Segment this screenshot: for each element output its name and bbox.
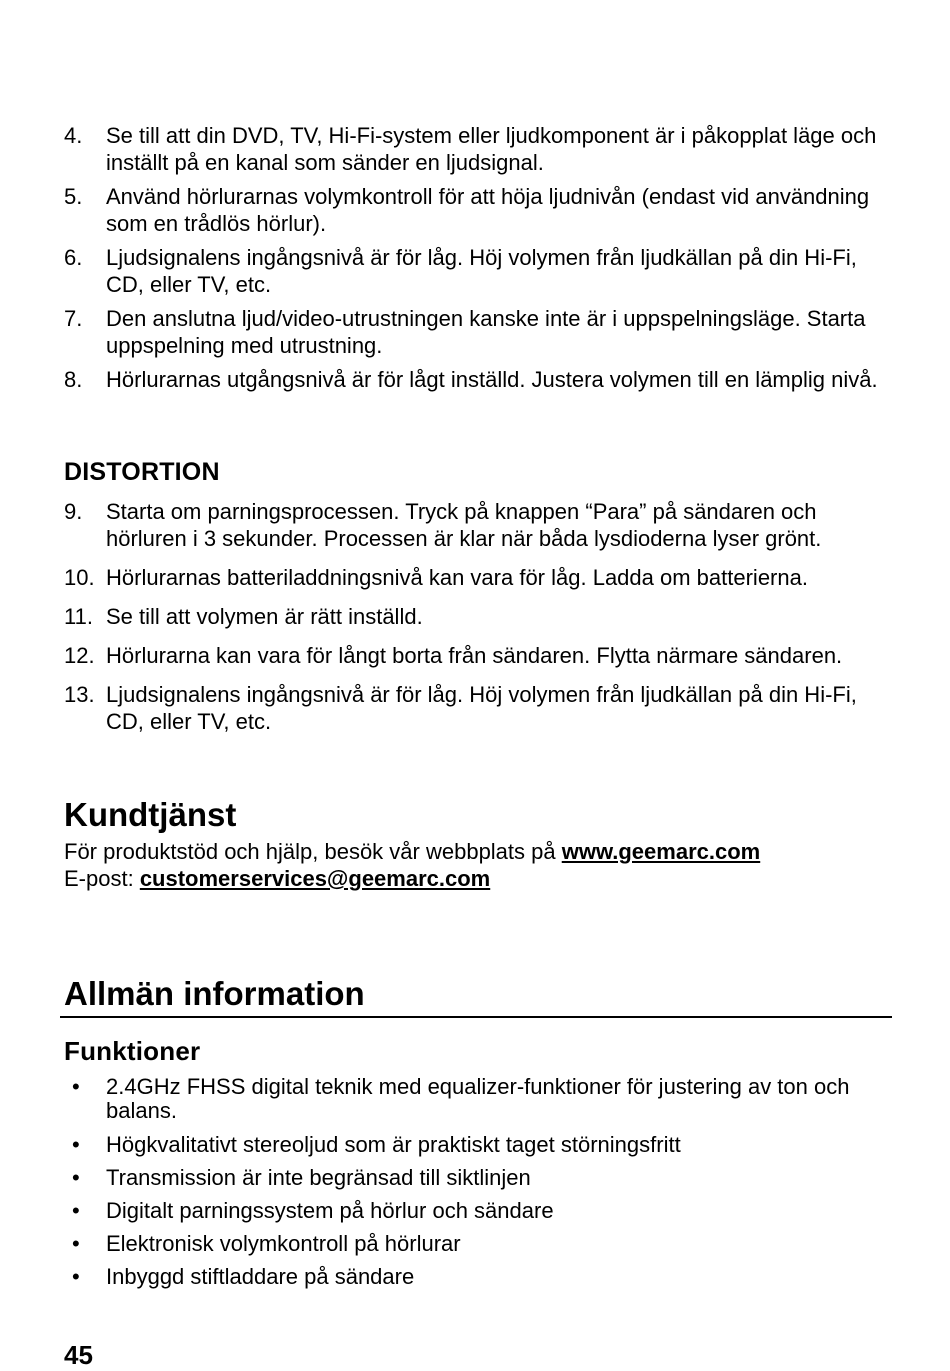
feature-text: Elektronisk volymkontroll på hörlurar bbox=[106, 1231, 461, 1256]
item-text: Hörlurarnas utgångsnivå är för lågt inställd. Justera volymen till en lämplig nivå. bbox=[106, 367, 878, 392]
distortion-heading: DISTORTION bbox=[64, 458, 220, 486]
page-number: 45 bbox=[64, 1340, 93, 1370]
bullet-icon: • bbox=[72, 1198, 80, 1223]
bullet-icon: • bbox=[72, 1264, 80, 1289]
item-number: 5. bbox=[64, 184, 83, 209]
list-item bbox=[64, 305, 894, 359]
list-item bbox=[64, 1232, 894, 1256]
item-text: Ljudsignalens ingångsnivå är för låg. Höj volymen från ljudkällan på din Hi-Fi, CD, eller TV, etc. bbox=[106, 245, 857, 297]
troubleshooting-list bbox=[64, 122, 894, 393]
item-text: Se till att volymen är rätt inställd. bbox=[106, 604, 423, 629]
item-text: Se till att din DVD, TV, Hi-Fi-system eller ljudkomponent är i påkopplat läge och inställt på en kanal som sänder en ljudsignal. bbox=[106, 123, 877, 175]
website-link[interactable]: www.geemarc.com bbox=[561, 839, 761, 864]
item-number: 6. bbox=[64, 245, 83, 270]
item-number: 11. bbox=[64, 604, 93, 629]
general-info-heading: Allmän information bbox=[64, 975, 365, 1012]
list-item bbox=[64, 603, 894, 630]
list-item bbox=[64, 564, 894, 591]
item-text: Använd hörlurarnas volymkontroll för att höja ljudnivån (endast vid användning som en trådlös hörlur). bbox=[106, 184, 870, 236]
feature-text: 2.4GHz FHSS digital teknik med equalizer-funktioner för justering av ton och balans. bbox=[106, 1074, 850, 1123]
support-line1-text: För produktstöd och hjälp, besök vår webbplats på bbox=[64, 839, 562, 864]
features-heading: Funktioner bbox=[64, 1036, 201, 1066]
features-list bbox=[64, 1075, 894, 1289]
item-number: 10. bbox=[64, 565, 95, 590]
feature-text: Högkvalitativt stereoljud som är praktiskt taget störningsfritt bbox=[106, 1132, 681, 1157]
item-number: 9. bbox=[64, 499, 83, 524]
list-item bbox=[64, 122, 894, 176]
feature-text: Digitalt parningssystem på hörlur och sändare bbox=[106, 1198, 554, 1223]
support-line2-text: E-post: bbox=[64, 866, 140, 891]
item-number: 7. bbox=[64, 306, 83, 331]
support-text bbox=[64, 838, 760, 892]
bullet-icon: • bbox=[72, 1074, 80, 1099]
item-text: Ljudsignalens ingångsnivå är för låg. Höj volymen från ljudkällan på din Hi-Fi, CD, eller TV, etc. bbox=[106, 682, 857, 734]
heading-divider bbox=[60, 1016, 892, 1018]
item-text: Starta om parningsprocessen. Tryck på knappen “Para” på sändaren och hörluren i 3 sekunder. Processen är klar när båda lysdioderna lyser grönt. bbox=[106, 499, 822, 551]
list-item bbox=[64, 366, 894, 393]
support-line-website bbox=[64, 838, 760, 865]
item-number: 13. bbox=[64, 682, 95, 707]
email-link[interactable]: customerservices@geemarc.com bbox=[139, 866, 491, 891]
list-item bbox=[64, 183, 894, 237]
item-number: 4. bbox=[64, 123, 83, 148]
list-item bbox=[64, 244, 894, 298]
list-item bbox=[64, 1199, 894, 1223]
bullet-icon: • bbox=[72, 1165, 80, 1190]
list-item bbox=[64, 1265, 894, 1289]
item-text: Den anslutna ljud/video-utrustningen kanske inte är i uppspelningsläge. Starta uppspelning med utrustning. bbox=[106, 306, 866, 358]
list-item bbox=[64, 681, 894, 735]
list-item bbox=[64, 642, 894, 669]
support-heading: Kundtjänst bbox=[64, 796, 237, 833]
bullet-icon: • bbox=[72, 1132, 80, 1157]
support-line-email bbox=[64, 865, 760, 892]
list-item bbox=[64, 1166, 894, 1190]
item-text: Hörlurarna kan vara för långt borta från sändaren. Flytta närmare sändaren. bbox=[106, 643, 843, 668]
feature-text: Inbyggd stiftladdare på sändare bbox=[106, 1264, 415, 1289]
item-number: 8. bbox=[64, 367, 83, 392]
distortion-list bbox=[64, 498, 894, 735]
item-text: Hörlurarnas batteriladdningsnivå kan vara för låg. Ladda om batterierna. bbox=[106, 565, 808, 590]
list-item bbox=[64, 498, 894, 552]
feature-text: Transmission är inte begränsad till siktlinjen bbox=[106, 1165, 531, 1190]
item-number: 12. bbox=[64, 643, 95, 668]
list-item bbox=[64, 1133, 894, 1157]
bullet-icon: • bbox=[72, 1231, 80, 1256]
list-item bbox=[64, 1075, 894, 1123]
